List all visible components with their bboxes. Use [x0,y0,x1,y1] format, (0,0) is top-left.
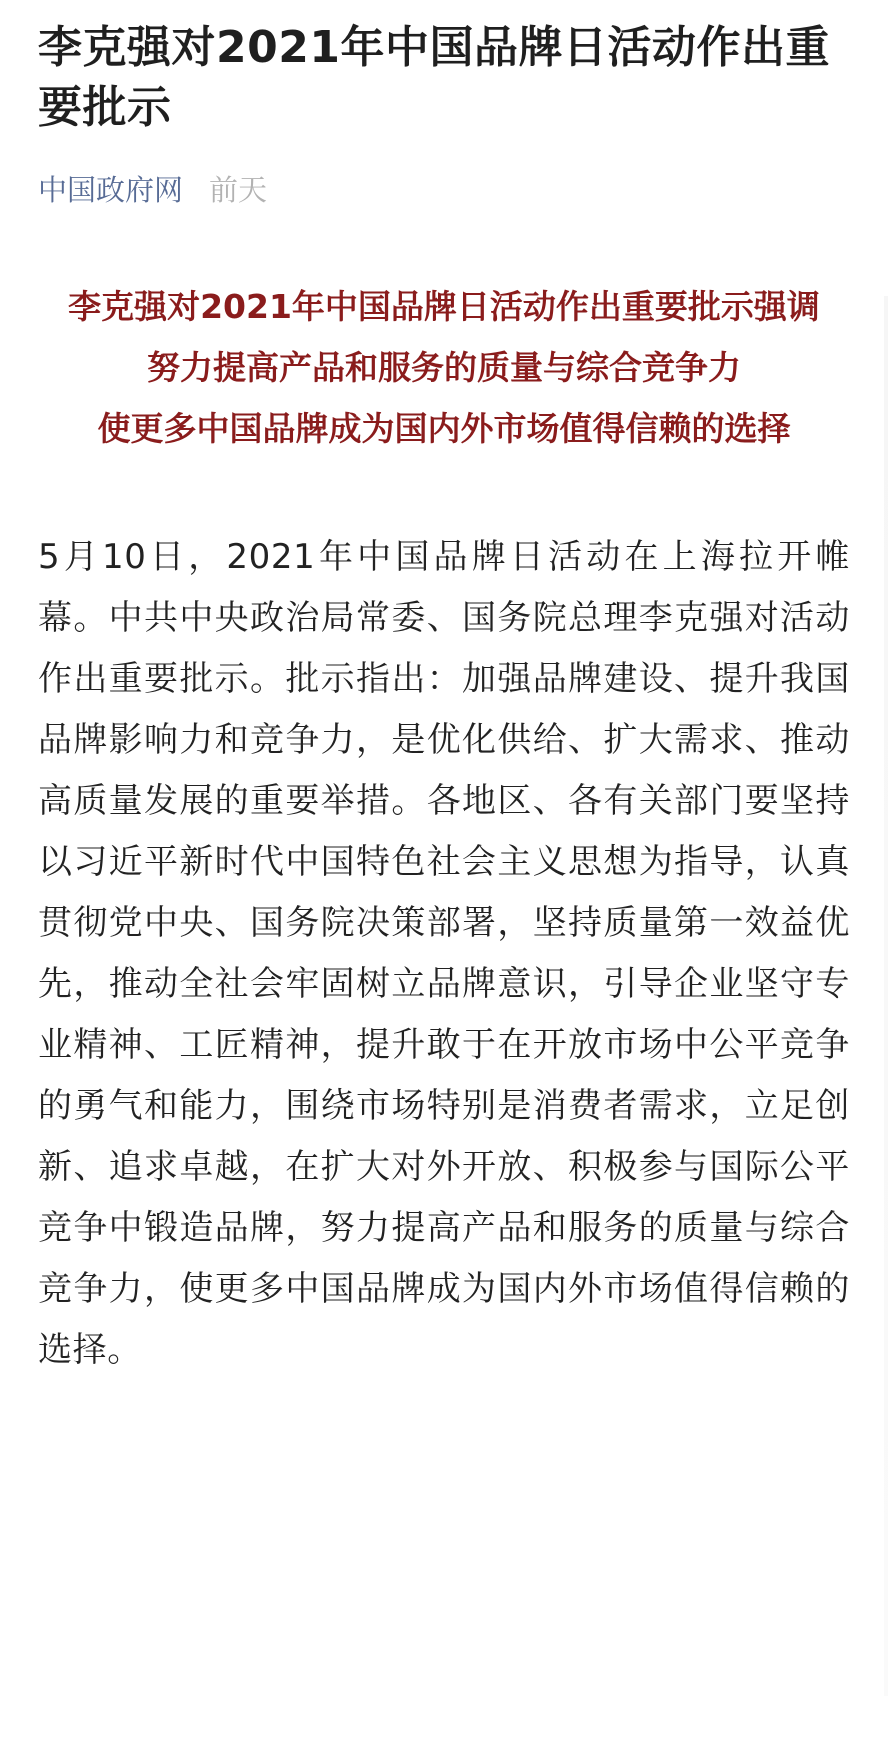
headline-summary [38,276,850,459]
article-title: 李克强对2021年中国品牌日活动作出重要批示 [38,22,830,133]
article-body-paragraph: 5月10日，2021年中国品牌日活动在上海拉开帷幕。中共中央政治局常委、国务院总理李克强对活动作出重要批示。批示指出：加强品牌建设、提升我国品牌影响力和竞争力，是优化供给、扩大需求、推动高质量发展的重要举措。各地区、各有关部门要坚持以习近平新时代中国特色社会主义思想为指导，认真贯彻党中央、国务院决策部署，坚持质量第一效益优先，推动全社会牢固树立品牌意识，引导企业坚守专业精神、工匠精神，提升敢于在开放市场中公平竞争的勇气和能力，围绕市场特别是消费者需求，立足创新、追求卓越，在扩大对外开放、积极参与国际公平竞争中锻造品牌，努力提高产品和服务的质量与综合竞争力，使更多中国品牌成为国内外市场值得信赖的选择。 [38,537,850,1370]
publish-date: 前天 [209,173,268,207]
summary-line-3: 使更多中国品牌成为国内外市场值得信赖的选择 [97,409,791,448]
summary-line-2: 努力提高产品和服务的质量与综合竞争力 [147,348,741,387]
summary-line-1: 李克强对2021年中国品牌日活动作出重要批示强调 [68,287,820,326]
article-meta [38,172,850,208]
scrollbar-track[interactable] [884,296,888,1696]
source-link[interactable]: 中国政府网 [38,173,184,207]
